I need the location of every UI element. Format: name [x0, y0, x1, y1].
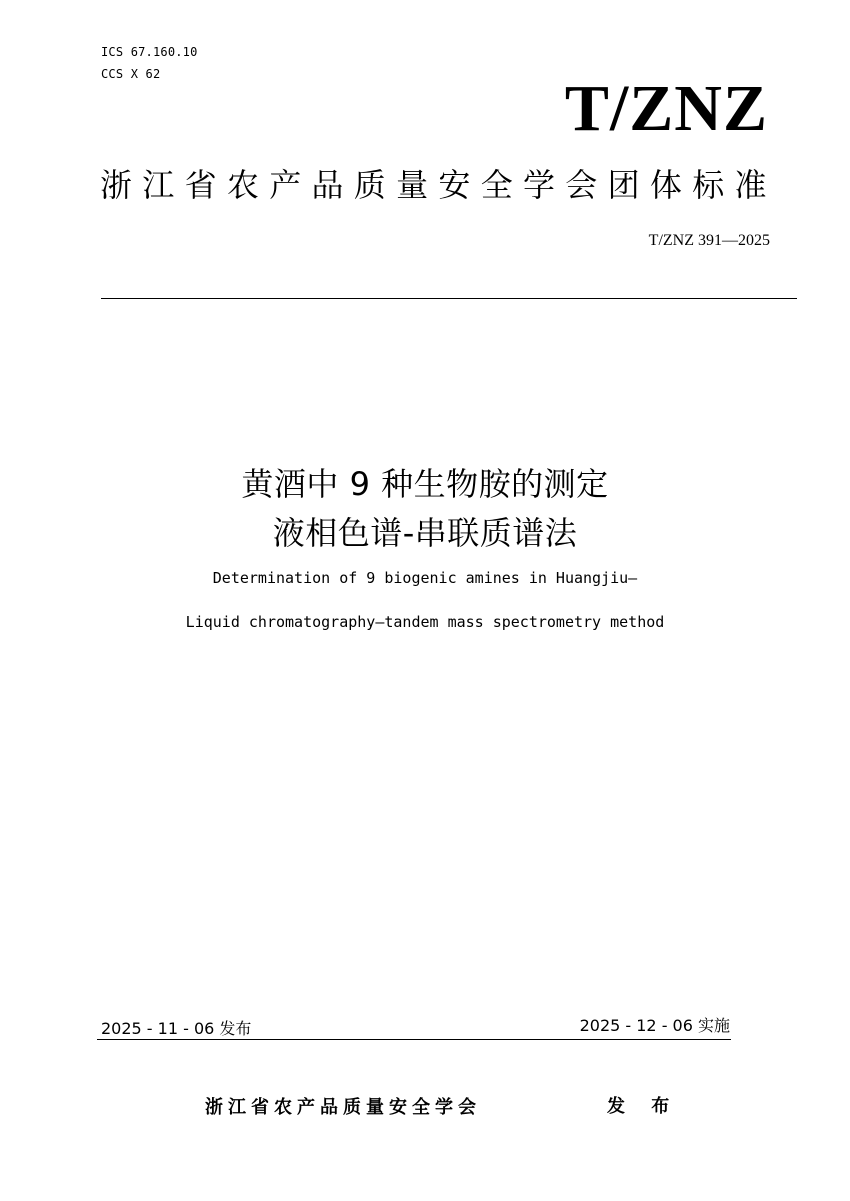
organization-standard-title: 浙江省农产品质量安全学会团体标准 [100, 166, 777, 204]
ccs-code: CCS X 62 [101, 67, 161, 81]
standard-number: T/ZNZ 391—2025 [648, 232, 770, 249]
publish-date: 2025 - 11 - 06 发布 [101, 1019, 252, 1038]
title-chinese-line-1: 黄酒中 9 种生物胺的测定 [241, 465, 609, 503]
title-english-line-1: Determination of 9 biogenic amines in Huangjiu— [212, 569, 638, 587]
issue-label: 发 布 [607, 1096, 680, 1117]
standard-logo: T/ZNZ [564, 72, 768, 145]
issuing-organization: 浙江省农产品质量安全学会 [205, 1097, 481, 1118]
header-divider [101, 298, 797, 299]
implement-date: 2025 - 12 - 06 实施 [579, 1016, 730, 1035]
title-english-line-2: Liquid chromatography—tandem mass spectrometry method [185, 613, 665, 631]
footer-divider [97, 1039, 731, 1040]
title-chinese-line-2: 液相色谱-串联质谱法 [272, 514, 578, 552]
ics-code: ICS 67.160.10 [101, 45, 198, 59]
